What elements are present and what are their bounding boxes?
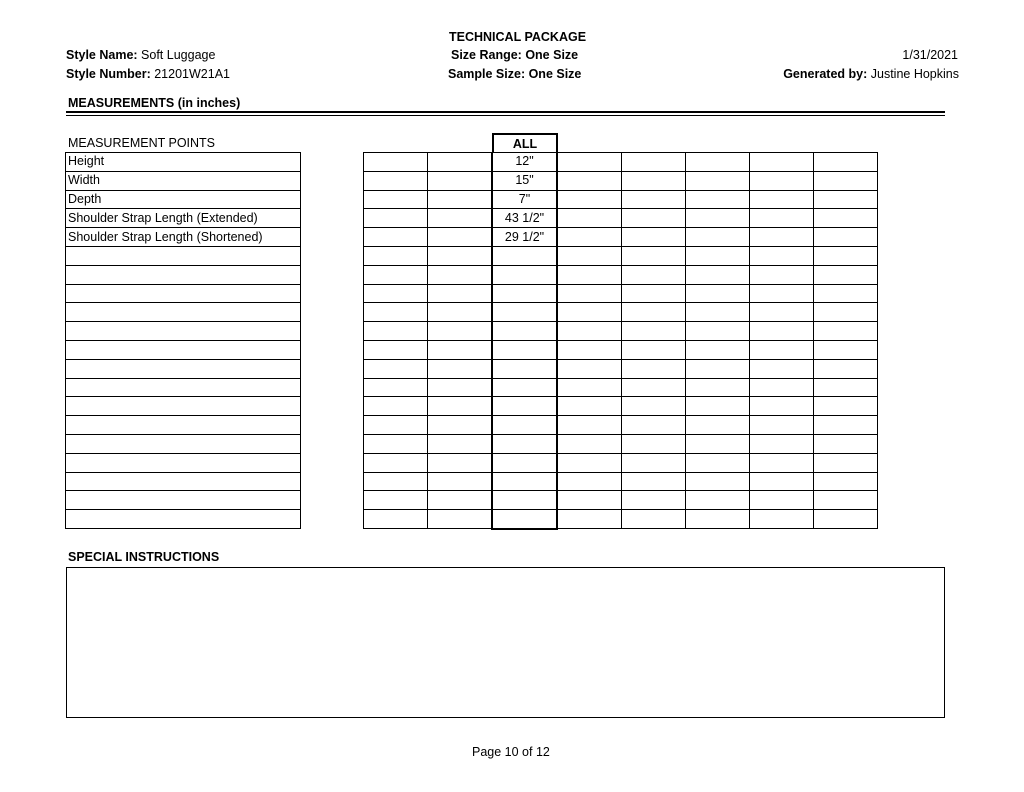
size-all-value-cell[interactable]: 7" [492, 190, 557, 209]
empty-size-cell[interactable] [428, 359, 493, 378]
size-all-value-cell[interactable] [492, 472, 557, 491]
empty-size-cell[interactable] [364, 472, 428, 491]
empty-size-cell[interactable] [622, 228, 686, 247]
empty-size-cell[interactable] [557, 510, 622, 529]
empty-size-cell[interactable] [557, 246, 622, 265]
empty-size-cell[interactable] [364, 359, 428, 378]
empty-size-cell[interactable] [686, 228, 750, 247]
empty-size-cell[interactable] [428, 434, 493, 453]
empty-size-cell[interactable] [814, 416, 878, 435]
empty-size-cell[interactable] [814, 472, 878, 491]
empty-size-cell[interactable] [428, 322, 493, 341]
empty-size-cell[interactable] [428, 416, 493, 435]
size-range: Size Range: One Size [451, 48, 579, 62]
empty-size-cell[interactable] [557, 153, 622, 172]
table-row [364, 359, 878, 378]
table-row [66, 284, 301, 303]
empty-size-cell[interactable] [686, 472, 750, 491]
empty-size-cell[interactable] [622, 453, 686, 472]
style-name-value: Soft Luggage [141, 48, 216, 62]
empty-size-cell[interactable] [428, 340, 493, 359]
empty-size-cell[interactable] [622, 397, 686, 416]
empty-size-cell[interactable] [814, 397, 878, 416]
table-row [364, 491, 878, 510]
empty-size-cell[interactable] [750, 434, 814, 453]
empty-size-cell[interactable] [428, 228, 493, 247]
size-all-value-cell[interactable] [492, 510, 557, 529]
size-all-value-cell[interactable]: 12" [492, 153, 557, 172]
empty-size-cell[interactable] [750, 171, 814, 190]
empty-size-cell[interactable] [364, 303, 428, 322]
size-all-value-cell[interactable] [492, 434, 557, 453]
empty-size-cell[interactable] [557, 491, 622, 510]
table-row [66, 303, 301, 322]
empty-size-cell[interactable] [750, 491, 814, 510]
table-row [364, 434, 878, 453]
empty-size-cell[interactable] [814, 378, 878, 397]
style-name-label: Style Name: [66, 48, 138, 62]
table-row [364, 472, 878, 491]
empty-size-cell[interactable] [686, 416, 750, 435]
empty-size-cell[interactable] [750, 378, 814, 397]
table-row [364, 228, 878, 247]
empty-size-cell[interactable] [428, 209, 493, 228]
empty-size-cell[interactable] [622, 153, 686, 172]
empty-size-cell[interactable] [814, 322, 878, 341]
table-row [66, 171, 301, 190]
size-all-value-cell[interactable] [492, 340, 557, 359]
empty-size-cell[interactable] [622, 340, 686, 359]
document-title: TECHNICAL PACKAGE [449, 30, 587, 44]
table-row [364, 265, 878, 284]
empty-size-cell[interactable] [686, 434, 750, 453]
empty-size-cell[interactable] [686, 397, 750, 416]
measurement-point-cell[interactable] [66, 303, 301, 322]
empty-size-cell[interactable] [750, 209, 814, 228]
empty-size-cell[interactable] [750, 303, 814, 322]
empty-size-cell[interactable] [364, 453, 428, 472]
empty-size-cell[interactable] [686, 378, 750, 397]
empty-size-cell[interactable] [750, 340, 814, 359]
empty-size-cell[interactable] [686, 359, 750, 378]
empty-size-cell[interactable] [686, 284, 750, 303]
empty-size-cell[interactable] [814, 510, 878, 529]
empty-size-cell[interactable] [814, 434, 878, 453]
size-all-value-cell[interactable] [492, 378, 557, 397]
style-number [66, 67, 230, 81]
empty-size-cell[interactable] [750, 228, 814, 247]
table-row [66, 340, 301, 359]
measurement-points-header: MEASUREMENT POINTS [68, 136, 216, 150]
empty-size-cell[interactable] [428, 190, 493, 209]
table-row [364, 209, 878, 228]
measurement-point-cell[interactable]: Height [66, 153, 301, 172]
empty-size-cell[interactable] [557, 434, 622, 453]
generated-by [783, 67, 959, 81]
table-row [66, 434, 301, 453]
empty-size-cell[interactable] [686, 340, 750, 359]
table-row [364, 397, 878, 416]
empty-size-cell[interactable] [750, 453, 814, 472]
empty-size-cell[interactable] [557, 265, 622, 284]
empty-size-cell[interactable] [750, 359, 814, 378]
empty-size-cell[interactable] [686, 510, 750, 529]
measurement-point-cell[interactable]: Depth [66, 190, 301, 209]
table-row [364, 284, 878, 303]
document-date: 1/31/2021 [902, 48, 958, 62]
table-row [66, 190, 301, 209]
special-instructions-title: SPECIAL INSTRUCTIONS [68, 550, 220, 564]
empty-size-cell[interactable] [364, 340, 428, 359]
empty-size-cell[interactable] [686, 303, 750, 322]
empty-size-cell[interactable] [622, 359, 686, 378]
special-instructions-box[interactable] [66, 567, 945, 718]
section-divider [66, 111, 945, 113]
empty-size-cell[interactable] [686, 171, 750, 190]
empty-size-cell[interactable] [622, 303, 686, 322]
empty-size-cell[interactable] [557, 228, 622, 247]
empty-size-cell[interactable] [364, 265, 428, 284]
measurement-point-cell[interactable] [66, 378, 301, 397]
size-all-value-cell[interactable] [492, 246, 557, 265]
empty-size-cell[interactable] [622, 416, 686, 435]
table-row [66, 246, 301, 265]
empty-size-cell[interactable] [750, 397, 814, 416]
empty-size-cell[interactable] [750, 284, 814, 303]
empty-size-cell[interactable] [814, 209, 878, 228]
empty-size-cell[interactable] [557, 190, 622, 209]
table-row [66, 397, 301, 416]
empty-size-cell[interactable] [622, 209, 686, 228]
table-row [66, 453, 301, 472]
table-row [364, 453, 878, 472]
empty-size-cell[interactable] [364, 228, 428, 247]
empty-size-cell[interactable] [686, 209, 750, 228]
empty-size-cell[interactable] [750, 416, 814, 435]
empty-size-cell[interactable] [364, 209, 428, 228]
section-divider-thin [66, 115, 945, 116]
empty-size-cell[interactable] [364, 416, 428, 435]
empty-size-cell[interactable] [686, 153, 750, 172]
table-row [66, 265, 301, 284]
empty-size-cell[interactable] [750, 510, 814, 529]
empty-size-cell[interactable] [622, 171, 686, 190]
table-row [364, 303, 878, 322]
style-name [66, 48, 215, 62]
empty-size-cell[interactable] [686, 491, 750, 510]
empty-size-cell[interactable] [750, 265, 814, 284]
table-row [66, 416, 301, 435]
table-row [66, 378, 301, 397]
table-row [66, 491, 301, 510]
empty-size-cell[interactable] [814, 359, 878, 378]
table-row [364, 153, 878, 172]
measurement-point-cell[interactable]: Width [66, 171, 301, 190]
table-row [66, 209, 301, 228]
empty-size-cell[interactable] [622, 510, 686, 529]
size-all-value-cell[interactable] [492, 265, 557, 284]
empty-size-cell[interactable] [364, 190, 428, 209]
empty-size-cell[interactable] [364, 378, 428, 397]
empty-size-cell[interactable] [622, 246, 686, 265]
empty-size-cell[interactable] [750, 153, 814, 172]
table-row [364, 510, 878, 529]
table-row [364, 416, 878, 435]
empty-size-cell[interactable] [364, 491, 428, 510]
empty-size-cell[interactable] [557, 378, 622, 397]
empty-size-cell[interactable] [686, 322, 750, 341]
empty-size-cell[interactable] [428, 510, 493, 529]
empty-size-cell[interactable] [364, 246, 428, 265]
measurement-point-cell[interactable] [66, 510, 301, 529]
empty-size-cell[interactable] [814, 491, 878, 510]
measurement-point-cell[interactable] [66, 322, 301, 341]
empty-size-cell[interactable] [557, 472, 622, 491]
measurement-points-table [65, 152, 301, 529]
empty-size-cell[interactable] [364, 153, 428, 172]
measurement-point-cell[interactable]: Shoulder Strap Length (Extended) [66, 209, 301, 228]
measurement-point-cell[interactable] [66, 453, 301, 472]
measurement-point-cell[interactable] [66, 359, 301, 378]
empty-size-cell[interactable] [428, 378, 493, 397]
generated-by-label: Generated by: [783, 67, 868, 81]
table-row [66, 228, 301, 247]
empty-size-cell[interactable] [557, 322, 622, 341]
table-row [66, 153, 301, 172]
empty-size-cell[interactable] [428, 303, 493, 322]
empty-size-cell[interactable] [557, 171, 622, 190]
empty-size-cell[interactable] [557, 284, 622, 303]
empty-size-cell[interactable] [364, 510, 428, 529]
table-row [364, 340, 878, 359]
table-row [364, 378, 878, 397]
empty-size-cell[interactable] [750, 190, 814, 209]
empty-size-cell[interactable] [814, 228, 878, 247]
empty-size-cell[interactable] [428, 171, 493, 190]
empty-size-cell[interactable] [557, 209, 622, 228]
empty-size-cell[interactable] [557, 340, 622, 359]
empty-size-cell[interactable] [557, 453, 622, 472]
empty-size-cell[interactable] [557, 397, 622, 416]
measurement-point-cell[interactable] [66, 491, 301, 510]
measurement-point-cell[interactable] [66, 434, 301, 453]
empty-size-cell[interactable] [814, 284, 878, 303]
measurement-point-cell[interactable] [66, 284, 301, 303]
empty-size-cell[interactable] [814, 303, 878, 322]
empty-size-cell[interactable] [750, 472, 814, 491]
measurement-values-table [363, 152, 878, 530]
table-row [364, 190, 878, 209]
empty-size-cell[interactable] [686, 246, 750, 265]
empty-size-cell[interactable] [364, 397, 428, 416]
empty-size-cell[interactable] [364, 171, 428, 190]
measurement-point-cell[interactable]: Shoulder Strap Length (Shortened) [66, 228, 301, 247]
empty-size-cell[interactable] [364, 284, 428, 303]
empty-size-cell[interactable] [428, 246, 493, 265]
table-row [364, 322, 878, 341]
size-all-value-cell[interactable] [492, 284, 557, 303]
table-row [364, 246, 878, 265]
empty-size-cell[interactable] [622, 491, 686, 510]
size-all-value-cell[interactable] [492, 397, 557, 416]
page-number: Page 10 of 12 [472, 745, 550, 759]
size-all-value-cell[interactable] [492, 453, 557, 472]
empty-size-cell[interactable] [428, 453, 493, 472]
size-all-value-cell[interactable] [492, 491, 557, 510]
empty-size-cell[interactable] [814, 340, 878, 359]
measurement-point-cell[interactable] [66, 340, 301, 359]
empty-size-cell[interactable] [622, 190, 686, 209]
sample-size: Sample Size: One Size [448, 67, 582, 81]
empty-size-cell[interactable] [428, 153, 493, 172]
empty-size-cell[interactable] [814, 453, 878, 472]
size-all-value-cell[interactable]: 29 1/2" [492, 228, 557, 247]
style-number-value: 21201W21A1 [154, 67, 230, 81]
empty-size-cell[interactable] [814, 246, 878, 265]
empty-size-cell[interactable] [557, 359, 622, 378]
empty-size-cell[interactable] [364, 322, 428, 341]
measurement-point-cell[interactable] [66, 472, 301, 491]
table-row [364, 171, 878, 190]
style-number-label: Style Number: [66, 67, 151, 81]
empty-size-cell[interactable] [557, 303, 622, 322]
size-column-header: ALL [492, 133, 558, 152]
empty-size-cell[interactable] [622, 322, 686, 341]
empty-size-cell[interactable] [622, 378, 686, 397]
measurement-point-cell[interactable] [66, 397, 301, 416]
table-row [66, 359, 301, 378]
empty-size-cell[interactable] [814, 153, 878, 172]
size-all-value-cell[interactable] [492, 303, 557, 322]
measurement-point-cell[interactable] [66, 265, 301, 284]
empty-size-cell[interactable] [428, 397, 493, 416]
empty-size-cell[interactable] [428, 284, 493, 303]
size-all-value-cell[interactable]: 15" [492, 171, 557, 190]
empty-size-cell[interactable] [622, 284, 686, 303]
empty-size-cell[interactable] [428, 472, 493, 491]
size-all-value-cell[interactable]: 43 1/2" [492, 209, 557, 228]
empty-size-cell[interactable] [814, 190, 878, 209]
empty-size-cell[interactable] [750, 246, 814, 265]
empty-size-cell[interactable] [428, 265, 493, 284]
empty-size-cell[interactable] [750, 322, 814, 341]
empty-size-cell[interactable] [622, 434, 686, 453]
measurement-point-cell[interactable] [66, 246, 301, 265]
table-row [66, 322, 301, 341]
table-row [66, 510, 301, 529]
size-all-value-cell[interactable] [492, 322, 557, 341]
measurement-point-cell[interactable] [66, 416, 301, 435]
empty-size-cell[interactable] [814, 265, 878, 284]
measurements-section-title: MEASUREMENTS (in inches) [68, 96, 241, 110]
empty-size-cell[interactable] [428, 491, 493, 510]
generated-by-value: Justine Hopkins [870, 67, 959, 81]
empty-size-cell[interactable] [364, 434, 428, 453]
size-all-value-cell[interactable] [492, 416, 557, 435]
empty-size-cell[interactable] [557, 416, 622, 435]
empty-size-cell[interactable] [686, 453, 750, 472]
empty-size-cell[interactable] [686, 190, 750, 209]
empty-size-cell[interactable] [622, 472, 686, 491]
size-all-value-cell[interactable] [492, 359, 557, 378]
empty-size-cell[interactable] [814, 171, 878, 190]
table-row [66, 472, 301, 491]
empty-size-cell[interactable] [622, 265, 686, 284]
empty-size-cell[interactable] [686, 265, 750, 284]
